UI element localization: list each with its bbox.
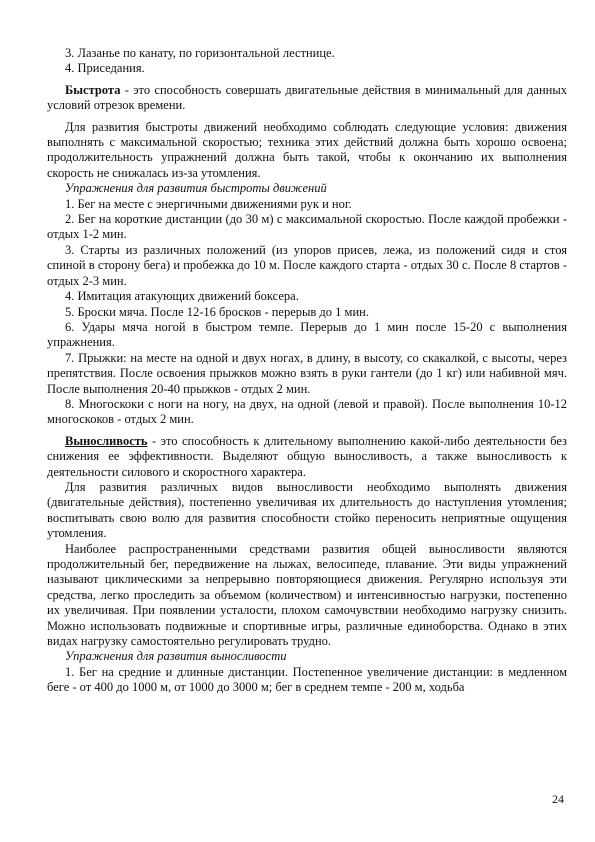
- list-item: 3. Лазанье по канату, по горизонтальной лестнице.: [65, 46, 335, 60]
- list-item: 4. Приседания.: [65, 61, 145, 76]
- endurance-exercises-heading: Упражнения для развития выносливости: [65, 649, 287, 664]
- list-item: 7. Прыжки: на месте на одной и двух ногах, в длину, в высоту, со скакалкой, с высоты, через препятствия. После освоения прыжков можно взять в руки гантели (до 1 кг) или набивной мяч. После выполнения 20-40 прыжков - отдых 2 мин.: [47, 350, 567, 396]
- speed-definition: [47, 83, 567, 114]
- endurance-definition-text: - это способность к длительному выполнению какой-либо деятельности без снижения ее эффективности. Выделяют общую выносливость, а также выносливость к деятельности силового и скоростного характера.: [47, 433, 567, 479]
- list-item: 1. Бег на средние и длинные дистанции. Постепенное увеличение дистанции: в медленном беге - от 400 до 1000 м, от 1000 до 3000 м; бег в среднем темпе - 200 м, ходьба: [47, 664, 567, 695]
- list-item: 2. Бег на короткие дистанции (до 30 м) с максимальной скоростью. После каждой пробежки - отдых 1-2 мин.: [47, 212, 567, 242]
- speed-definition-text: - это способность совершать двигательные действия в минимальный для данных условий отрезок времени.: [47, 82, 567, 113]
- list-item: 4. Имитация атакующих движений боксера.: [65, 289, 299, 304]
- endurance-term: Выносливость: [65, 433, 148, 448]
- speed-term: Быстрота: [65, 82, 121, 97]
- speed-exercises-heading: Упражнения для развития быстроты движений: [65, 181, 327, 196]
- speed-conditions: Для развития быстроты движений необходимо соблюдать следующие условия: движения выполнять с максимальной скоростью; техника этих действий должна быть хорошо освоена; продолжительность упражнений должна быть такой, чтобы к окончанию их выполнения скорость не снижалась из-за утомления.: [47, 119, 567, 180]
- endurance-paragraph: Для развития различных видов выносливости необходимо выполнять движения (двигательные действия), постепенно увеличивая их длительность до наступления утомления; воспитывать свою волю для развития способности стойко переносить неприятные ощущения утомления.: [47, 479, 567, 541]
- endurance-definition: [47, 434, 567, 480]
- page-number: 24: [552, 792, 564, 806]
- list-item: 1. Бег на месте с энергичными движениями рук и ног.: [65, 196, 352, 211]
- list-item: 3. Старты из различных положений (из упоров присев, лежа, из положений сидя и стоя спиной в сторону бега) и пробежка до 10 м. После каждого старта - отдых 30 с. После 8 стартов - отдых 2-3 мин.: [47, 242, 567, 288]
- page-body: [47, 46, 567, 696]
- endurance-paragraph: Наиболее распространенными средствами развития общей выносливости являются продолжительный бег, передвижение на лыжах, велосипеде, плавание. Эти виды упражнений называют циклическими за непрерывно повторяющиеся движения. Регулярно используя эти средства, легко проследить за объемом (количеством) и интенсивностью нагрузки, постепенно их увеличивая. При появлении усталости, плохом самочувствии необходимо нагрузку снизить. Можно использовать подвижные и спортивные игры, различные единоборства. Однако в этих видах нагрузку самостоятельно регулировать трудно.: [47, 541, 567, 649]
- list-item: 8. Многоскоки с ноги на ногу, на двух, на одной (левой и правой). После выполнения 10-12 многоскоков - отдых 2 мин.: [47, 396, 567, 427]
- list-item: 6. Удары мяча ногой в быстром темпе. Перерыв до 1 мин после 15-20 с выполнения упражнения.: [47, 319, 567, 350]
- list-item: 5. Броски мяча. После 12-16 бросков - перерыв до 1 мин.: [65, 304, 369, 319]
